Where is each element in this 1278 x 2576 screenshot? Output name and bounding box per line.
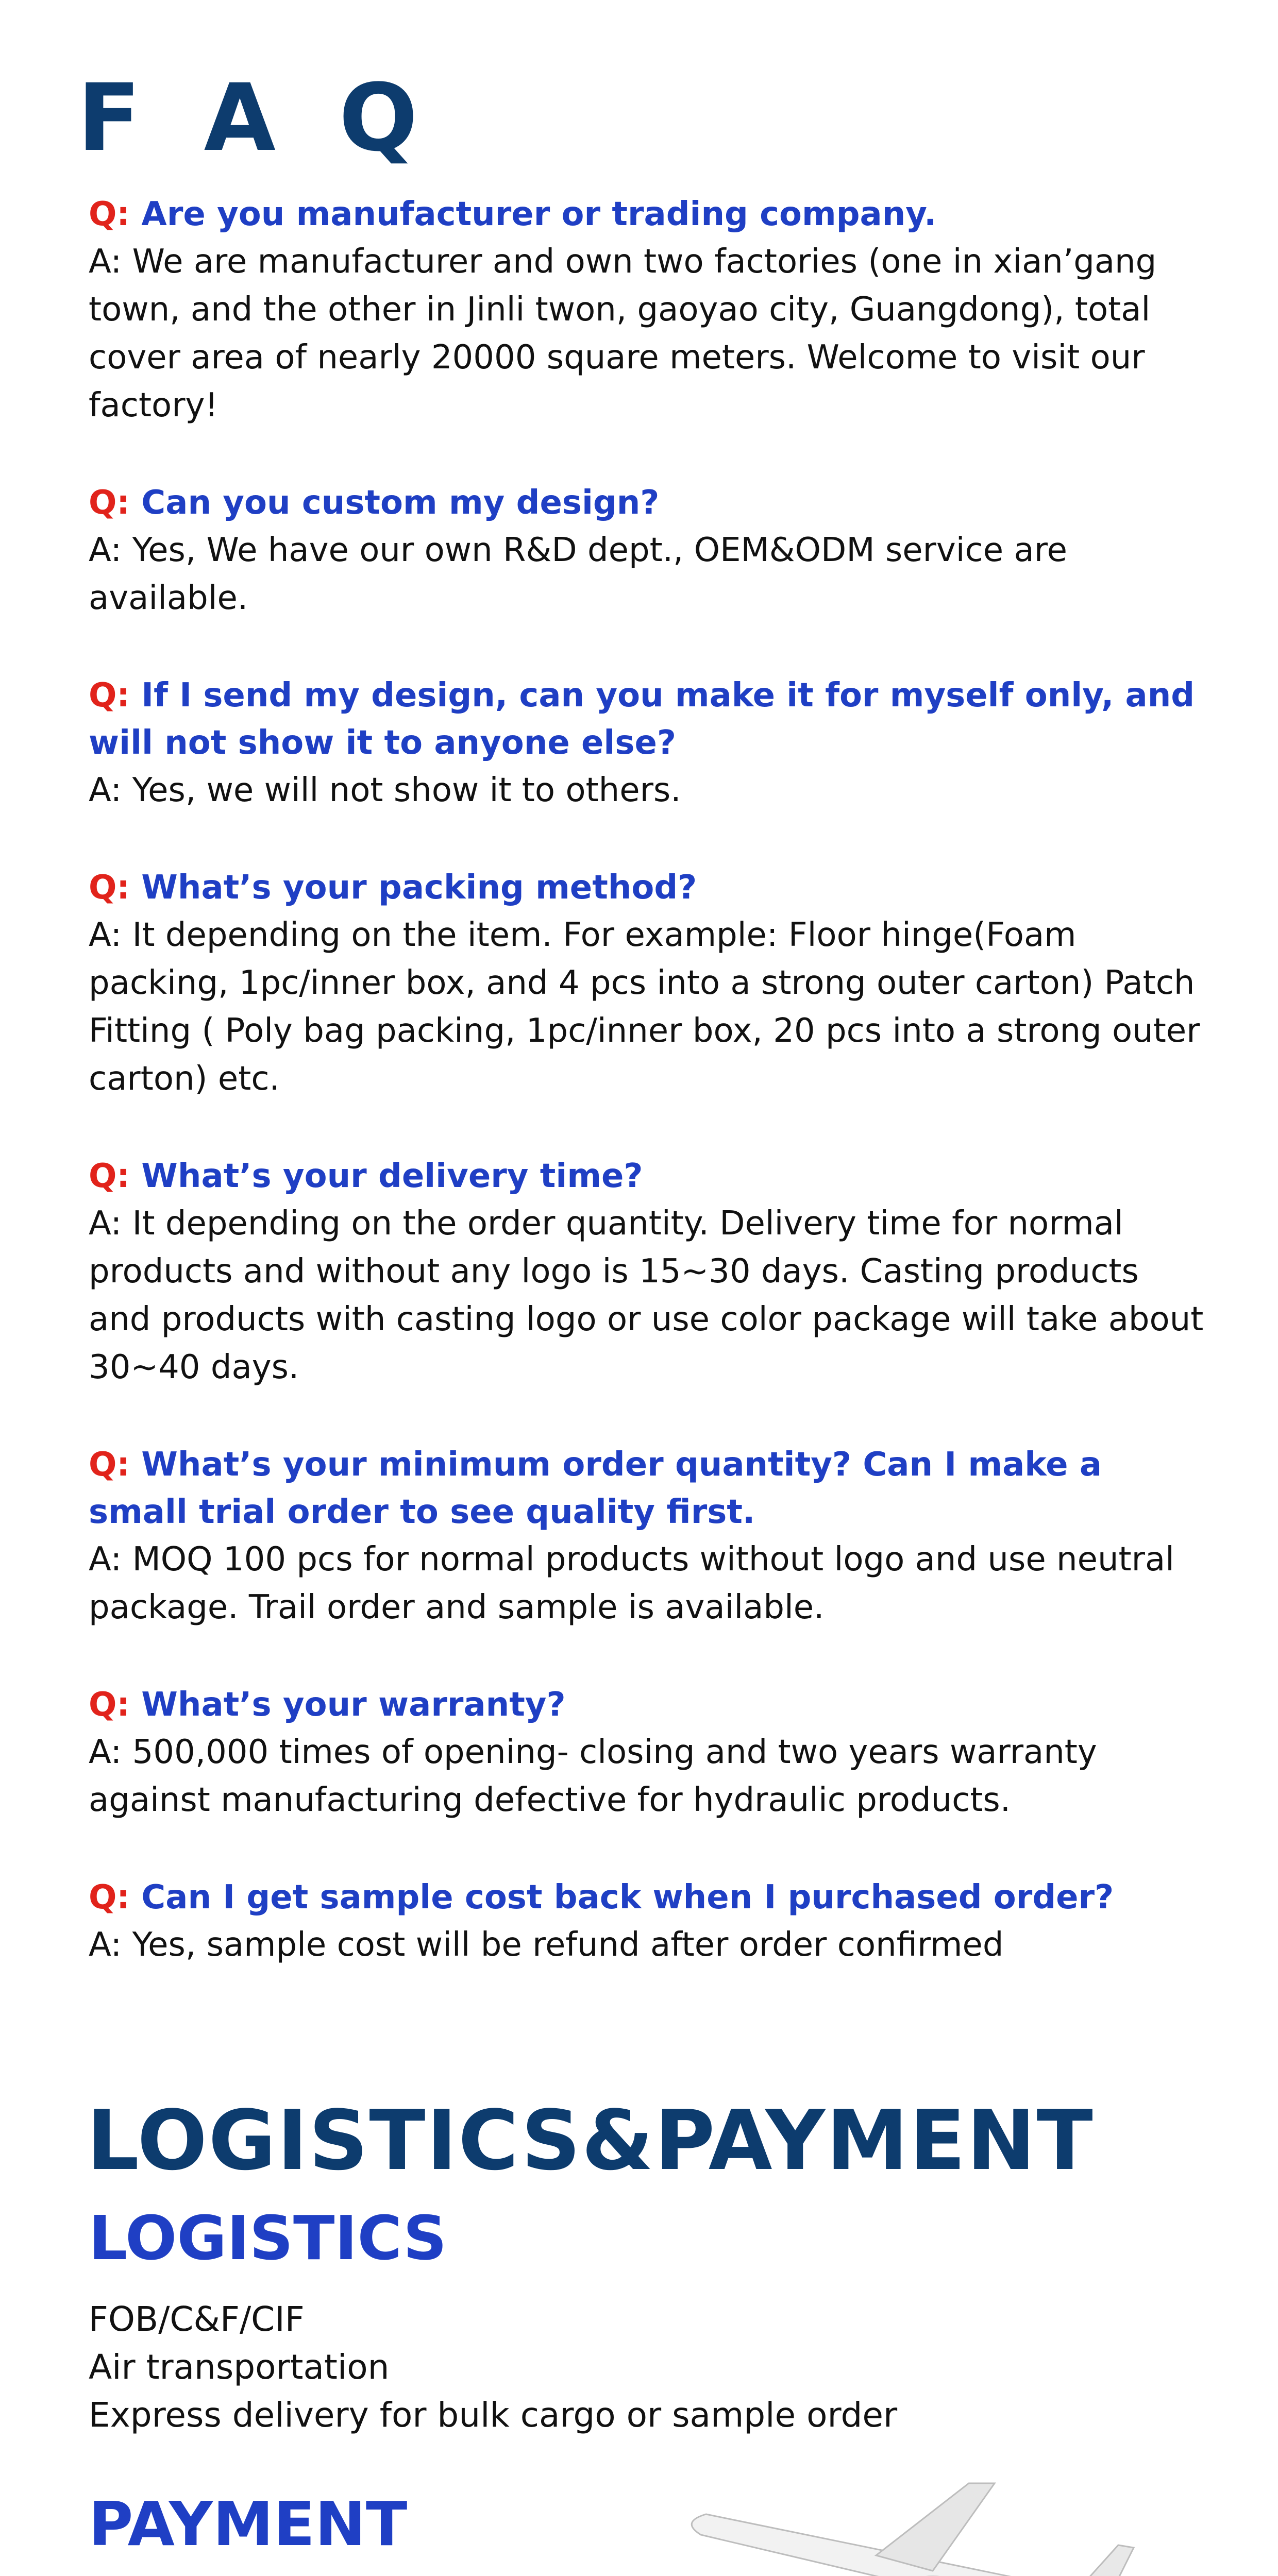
- question-text: What’s your packing method?: [141, 869, 697, 907]
- logistics-title: LOGISTICS: [89, 2202, 447, 2274]
- logistics-list: [89, 2295, 897, 2439]
- faq-item: [89, 1441, 1207, 1632]
- faq-answer: A: Yes, We have our own R&D dept., OEM&ODM service are available.: [89, 531, 1067, 617]
- faq-question: [89, 1153, 1207, 1200]
- faq-answer: A: 500,000 times of opening- closing and two years warranty against manufacturing defective for hydraulic products.: [89, 1733, 1097, 1819]
- airplane-icon: [692, 2483, 1136, 2576]
- faq-item: [89, 864, 1207, 1103]
- faq-question: [89, 479, 1207, 527]
- faq-question: [89, 672, 1207, 767]
- faq-item: [89, 479, 1207, 622]
- q-prefix: Q:: [89, 1157, 130, 1195]
- q-prefix: Q:: [89, 484, 130, 522]
- faq-question: [89, 1681, 1207, 1728]
- list-item: FOB/C&F/CIF: [89, 2299, 305, 2339]
- question-text: Are you manufacturer or trading company.: [141, 195, 937, 233]
- faq-answer: A: It depending on the order quantity. Delivery time for normal products and without any logo is 15~30 days. Casting products and products with casting logo or use color package will take about 30~40 days.: [89, 1205, 1204, 1386]
- faq-heading: F A Q: [77, 64, 433, 172]
- faq-answer: A: It depending on the item. For example: Floor hinge(Foam packing, 1pc/inner box, and 4 pcs into a strong outer carton) Patch Fitting ( Poly bag packing, 1pc/inner box, 20 pcs into a strong outer carton) etc.: [89, 916, 1200, 1098]
- q-prefix: Q:: [89, 676, 130, 715]
- question-text: If I send my design, can you make it for myself only, and will not show it to anyone else?: [89, 676, 1195, 762]
- logistics-payment-heading: LOGISTICS&PAYMENT: [87, 2092, 1094, 2189]
- faq-answer: A: Yes, sample cost will be refund after order confirmed: [89, 1926, 1004, 1964]
- question-text: What’s your minimum order quantity? Can I make a small trial order to see quality first.: [89, 1446, 1102, 1531]
- list-item: Air transportation: [89, 2347, 390, 2387]
- faq-item: [89, 672, 1207, 815]
- faq-answer: A: We are manufacturer and own two factories (one in xian’gang town, and the other in Jinli twon, gaoyao city, Guangdong), total cover area of nearly 20000 square meters. Welcome to visit our factory!: [89, 243, 1157, 425]
- transport-logistics-illustration: [412, 2468, 1257, 2576]
- faq-question: [89, 1441, 1207, 1536]
- faq-item: [89, 1153, 1207, 1392]
- q-prefix: Q:: [89, 1878, 130, 1917]
- list-item: Express delivery for bulk cargo or sample order: [89, 2395, 898, 2435]
- q-prefix: Q:: [89, 1686, 130, 1724]
- question-text: What’s your warranty?: [141, 1686, 566, 1724]
- question-text: What’s your delivery time?: [141, 1157, 643, 1195]
- faq-question: [89, 1874, 1207, 1921]
- question-text: Can you custom my design?: [141, 484, 660, 522]
- faq-answer: A: MOQ 100 pcs for normal products without logo and use neutral package. Trail order and sample is available.: [89, 1540, 1174, 1626]
- faq-item: [89, 1874, 1207, 1969]
- faq-question: [89, 191, 1207, 238]
- payment-title: PAYMENT: [89, 2488, 408, 2560]
- faq-item: [89, 191, 1207, 430]
- faq-question: [89, 864, 1207, 911]
- faq-list: [89, 191, 1207, 2019]
- question-text: Can I get sample cost back when I purchased order?: [141, 1878, 1114, 1917]
- faq-item: [89, 1681, 1207, 1824]
- q-prefix: Q:: [89, 195, 130, 233]
- q-prefix: Q:: [89, 869, 130, 907]
- q-prefix: Q:: [89, 1446, 130, 1484]
- faq-answer: A: Yes, we will not show it to others.: [89, 771, 681, 809]
